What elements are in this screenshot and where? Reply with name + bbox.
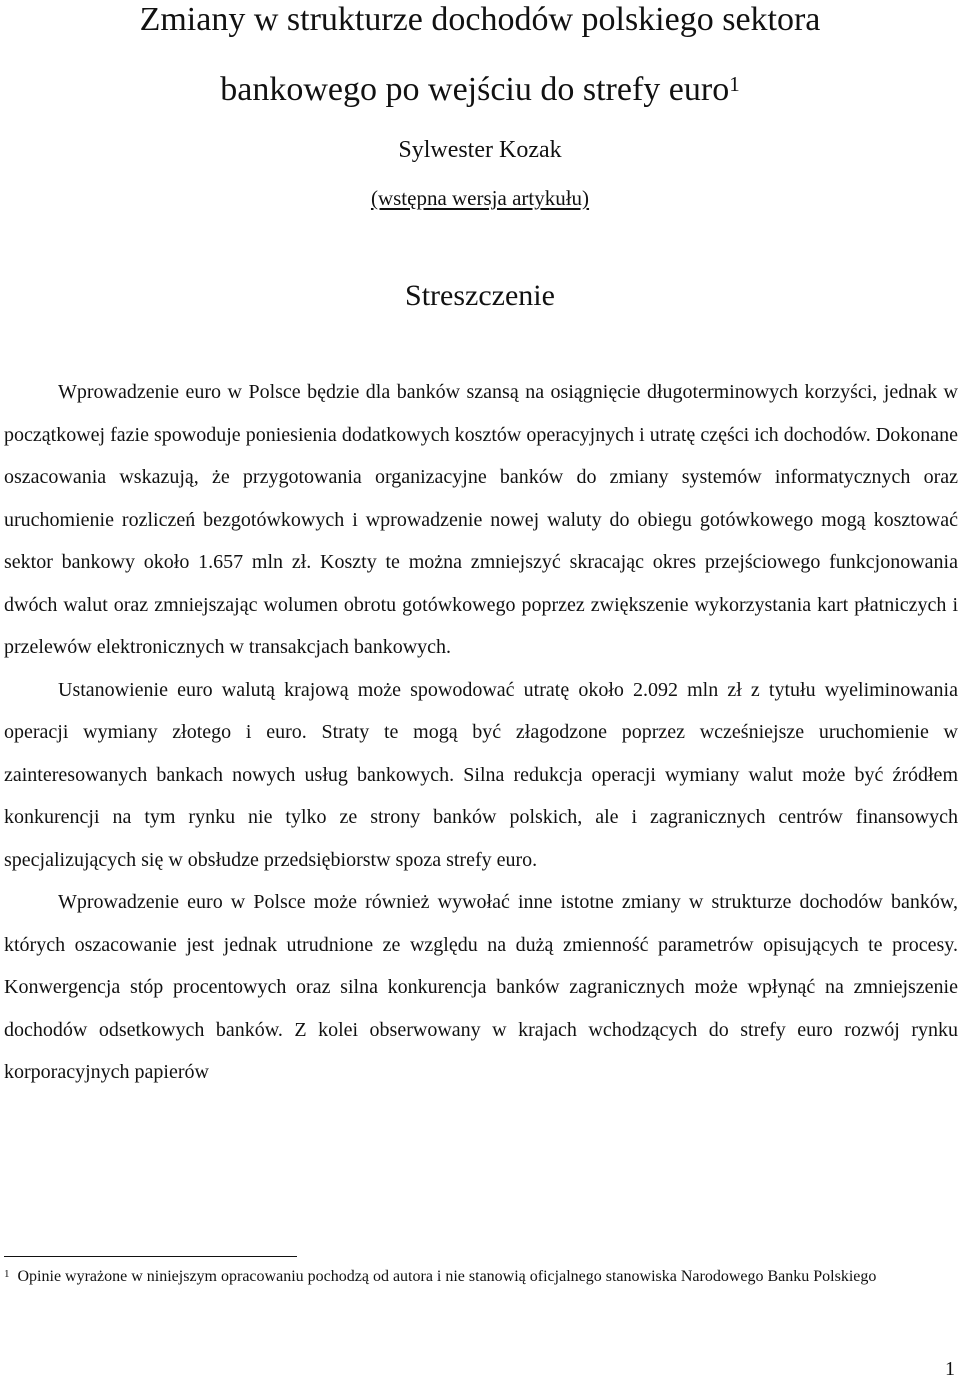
abstract-paragraph-2: Ustanowienie euro walutą krajową może spowodować utratę około 2.092 mln zł z tytułu wyeliminowania operacji wymiany złotego i euro. Straty te mogą być złagodzone poprzez wcześniejsze uruchomienie w zainteresowanych bankach nowych usług bankowych. Silna redukcja operacji wymiany walut może być źródłem konkurencji na tym rynku nie tylko ze strony banków polskich, ale i zagranicznych centrów finansowych specjalizujących się w obsłudze przedsiębiorstw spoza strefy euro. (4, 678, 958, 871)
author-name: Sylwester Kozak (398, 137, 562, 163)
abstract-paragraph-1: Wprowadzenie euro w Polsce będzie dla banków szansą na osiągnięcie długoterminowych korzyści, jednak w początkowej fazie spowoduje poniesienia dodatkowych kosztów operacyjnych i utratę części ich dochodów. Dokonane oszacowania wskazują, że przygotowania organizacyjne banków do zmiany systemów informatycznych oraz uruchomienie rozliczeń bezgotówkowych i wprowadzenie nowej waluty do obiegu gotówkowego mogą kosztować sektor bankowy około 1.657 mln zł. Koszty te można zmniejszyć skracając okres przejściowego funkcjonowania dwóch walut oraz zmniejszając wolumen obrotu gotówkowego poprzez zwiększenie wykorzystania kart płatniczych i przelewów elektronicznych w transakcjach bankowych. (4, 381, 958, 658)
footnote (4, 1265, 958, 1288)
abstract-heading: Streszczenie (405, 279, 555, 312)
footnote-marker: 1 (4, 1268, 10, 1280)
footnote-separator (4, 1256, 297, 1257)
title-line-1-text: Zmiany w strukturze dochodów polskiego sektora (139, 1, 821, 38)
footnote-text: Opinie wyrażone w niniejszym opracowaniu pochodzą od autora i nie stanowią oficjalnego stanowiska Narodowego Banku Polskiego (17, 1268, 877, 1285)
paper-title-line-2 (0, 70, 960, 110)
title-line-2-text: bankowego po wejściu do strefy euro (220, 71, 730, 108)
version-note: (wstępna wersja artykułu) (370, 186, 590, 210)
abstract-body (4, 371, 958, 1094)
paper-title-line-1 (0, 0, 960, 40)
abstract-paragraph-3: Wprowadzenie euro w Polsce może również wywołać inne istotne zmiany w strukturze dochodów banków, których oszacowanie jest jednak utrudnione ze względu na dużą zmienność parametrów opisujących te procesy. Konwergencja stóp procentowych oraz silna konkurencja banków zagranicznych może wpłynąć na zmniejszenie dochodów odsetkowych banków. Z kolei obserwowany w krajach wchodzących do strefy euro rozwój rynku korporacyjnych papierów (4, 891, 958, 1083)
title-footnote-marker[interactable]: 1 (729, 72, 740, 96)
page-number: 1 (945, 1358, 955, 1380)
